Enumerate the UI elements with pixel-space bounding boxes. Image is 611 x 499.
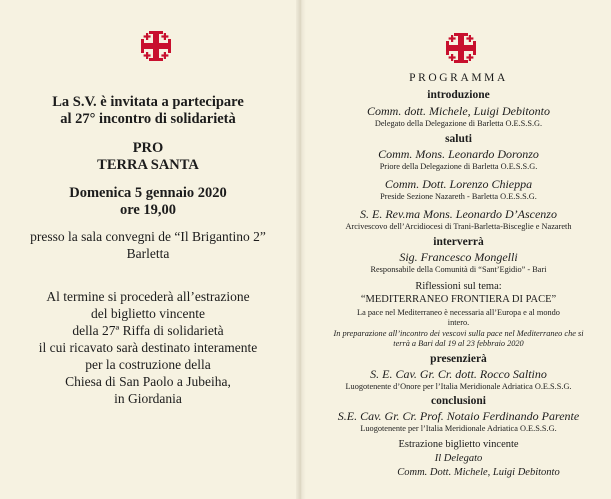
raffle-line: Al termine si procederà all’estrazione — [46, 289, 250, 304]
invite-line-1: La S.V. è invitata a partecipare — [52, 94, 244, 110]
speaker-name: Comm. dott. Michele, Luigi Debitonto — [367, 104, 550, 118]
theme-note: terrà a Bari dal 19 al 23 febbraio 2020 — [393, 339, 524, 348]
raffle-line: della 27ª Riffa di solidarietà — [72, 323, 224, 338]
venue-line-1: presso la sala convegni de “Il Brigantino 2” — [30, 229, 266, 244]
theme-description: La pace nel Mediterraneo è necessaria all’Europa e al mondo — [357, 308, 560, 317]
jerusalem-cross-icon — [138, 28, 174, 64]
raffle-draw-label: Estrazione biglietto vincente — [398, 439, 519, 450]
raffle-line: per la costruzione della — [85, 357, 211, 372]
theme-title: “MEDITERRANEO FRONTIERA DI PACE” — [360, 294, 557, 305]
speaker-role: Arcivescovo dell’Arcidiocesi di Trani-Barletta-Bisceglie e Nazareth — [345, 222, 572, 231]
speaker-role: Preside Sezione Nazareth - Barletta O.E.S.S.G. — [380, 192, 537, 201]
speaker-role: Luogotenente d’Onore per l’Italia Meridionale Adriatica O.E.S.S.G. — [345, 382, 572, 391]
speaker-name: S.E. Cav. Gr. Cr. Prof. Notaio Ferdinando Parente — [337, 409, 580, 423]
raffle-line: Chiesa di San Paolo a Jubeiha, — [65, 374, 231, 389]
theme-note: In preparazione all’incontro dei vescovi sulla pace nel Mediterraneo che si — [333, 329, 584, 338]
jerusalem-cross-icon — [443, 30, 479, 66]
speaker-role: Priore della Delegazione di Barletta O.E.S.S.G. — [379, 162, 538, 171]
card-fold — [296, 0, 306, 499]
section-heading: introduzione — [427, 89, 490, 101]
event-date: Domenica 5 gennaio 2020 — [69, 185, 227, 201]
event-time: ore 19,00 — [119, 202, 177, 218]
speaker-role: Delegato della Delegazione di Barletta O.E.S.S.G. — [374, 119, 543, 128]
speaker-name: Sig. Francesco Mongelli — [399, 250, 518, 264]
terra-santa-label: TERRA SANTA — [97, 157, 199, 173]
section-heading: conclusioni — [431, 395, 486, 407]
speaker-name: S. E. Cav. Gr. Cr. dott. Rocco Saltino — [370, 367, 547, 381]
signature-name: Comm. Dott. Michele, Luigi Debitonto — [397, 467, 560, 478]
section-heading: saluti — [445, 133, 472, 145]
section-heading: interverrà — [433, 236, 484, 248]
invite-line-2: al 27° incontro di solidarietà — [60, 111, 236, 127]
raffle-line: in Giordania — [114, 391, 182, 406]
pro-label: PRO — [132, 140, 164, 156]
raffle-line: il cui ricavato sarà destinato interamente — [38, 340, 258, 355]
left-page — [0, 0, 296, 499]
section-heading: presenzierà — [430, 353, 487, 365]
speaker-name: Comm. Mons. Leonardo Doronzo — [378, 147, 539, 161]
theme-description: intero. — [447, 318, 470, 327]
speaker-role: Responsabile della Comunità di “Sant’Egidio” - Bari — [370, 265, 547, 274]
signature-role: Il Delegato — [434, 453, 483, 464]
right-page — [306, 0, 611, 499]
theme-label: Riflessioni sul tema: — [415, 281, 502, 292]
speaker-name: S. E. Rev.ma Mons. Leonardo D’Ascenzo — [360, 207, 557, 221]
speaker-role: Luogotenente per l’Italia Meridionale Adriatica O.E.S.S.G. — [360, 424, 557, 433]
programma-title: PROGRAMMA — [409, 72, 508, 84]
raffle-line: del biglietto vincente — [91, 306, 205, 321]
speaker-name: Comm. Dott. Lorenzo Chieppa — [384, 177, 533, 191]
venue-line-2: Barletta — [126, 246, 170, 261]
